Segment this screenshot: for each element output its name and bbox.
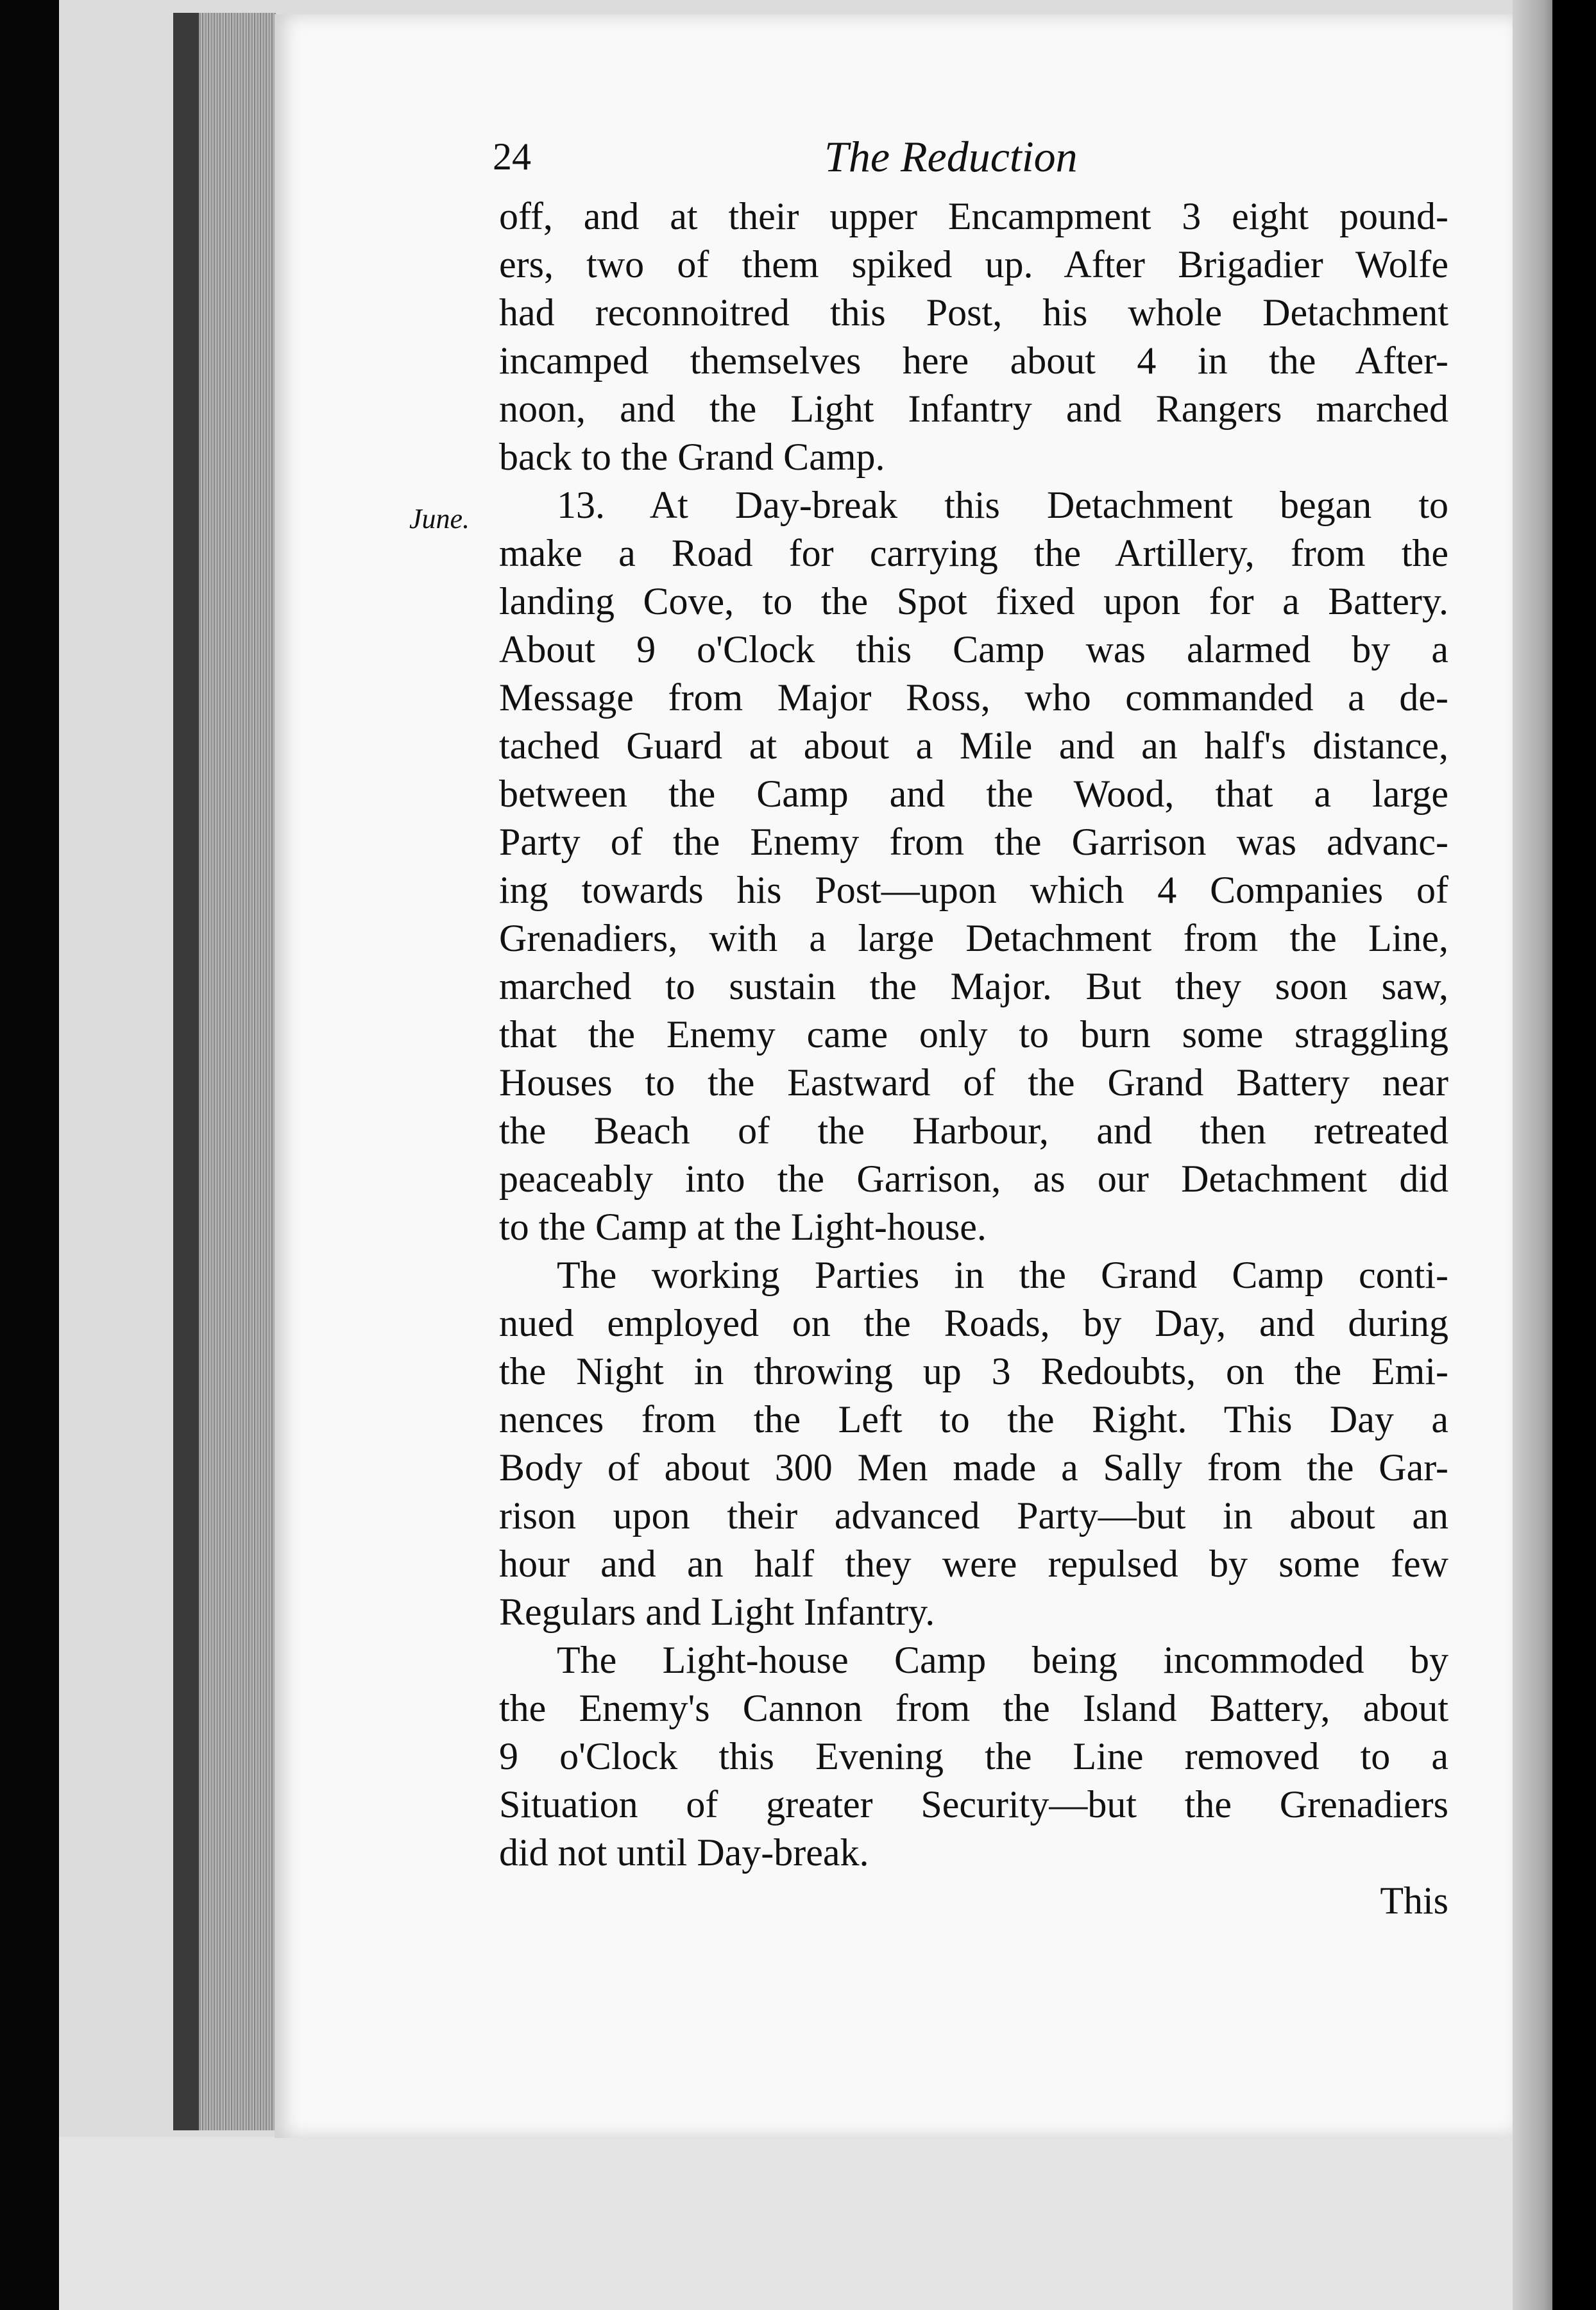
body-text [499, 193, 1448, 1925]
text-line: Houses to the Eastward of the Grand Battery near [499, 1061, 1448, 1104]
text-line: rison upon their advanced Party—but in about an [499, 1494, 1448, 1537]
text-line: hour and an half they were repulsed by some few [499, 1543, 1448, 1585]
text-line: 13. At Day-break this Detachment began to [557, 484, 1448, 526]
text-line: landing Cove, to the Spot fixed upon for a Battery. [499, 580, 1448, 622]
margin-note: June. [409, 503, 470, 535]
text-line: About 9 o'Clock this Camp was alarmed by a [499, 628, 1448, 671]
text-line: off, and at their upper Encampment 3 eight pound- [499, 195, 1448, 237]
text-line: Message from Major Ross, who commanded a de- [499, 676, 1448, 719]
text-line: nences from the Left to the Right. This Day a [499, 1398, 1448, 1441]
text-line: make a Road for carrying the Artillery, from the [499, 532, 1448, 574]
text-line: marched to sustain the Major. But they soon saw, [499, 965, 1448, 1007]
text-line: Body of about 300 Men made a Sally from the Gar- [499, 1446, 1448, 1489]
text-line: the Enemy's Cannon from the Island Battery, about [499, 1687, 1448, 1729]
text-line: noon, and the Light Infantry and Rangers marched [499, 388, 1448, 430]
text-line: ing towards his Post—upon which 4 Companies of [499, 869, 1448, 911]
text-line: to the Camp at the Light-house. [499, 1206, 987, 1248]
text-line: between the Camp and the Wood, that a large [499, 773, 1448, 815]
bottom-margin [59, 2137, 1564, 2310]
text-line: Grenadiers, with a large Detachment from the Line, [499, 917, 1448, 959]
text-line: did not until Day-break. [499, 1831, 869, 1874]
text-line: peaceably into the Garrison, as our Detachment did [499, 1158, 1448, 1200]
text-line: had reconnoitred this Post, his whole Detachment [499, 291, 1448, 334]
text-line: incamped themselves here about 4 in the After- [499, 339, 1448, 382]
text-line: the Beach of the Harbour, and then retreated [499, 1109, 1448, 1152]
text-line: that the Enemy came only to burn some straggling [499, 1013, 1448, 1056]
text-line: the Night in throwing up 3 Redoubts, on the Emi- [499, 1350, 1448, 1392]
catchword: This [1380, 1879, 1448, 1922]
text-line: Party of the Enemy from the Garrison was advanc- [499, 821, 1448, 863]
text-line: back to the Grand Camp. [499, 436, 885, 478]
page-number: 24 [493, 135, 531, 178]
text-line: Regulars and Light Infantry. [499, 1591, 935, 1633]
running-title: The Reduction [824, 132, 1078, 181]
gutter-shadow [173, 13, 199, 2130]
text-line: Situation of greater Security—but the Grenadiers [499, 1783, 1448, 1826]
text-line: The Light-house Camp being incommoded by [557, 1639, 1448, 1681]
right-border [1552, 0, 1596, 2310]
text-line: ers, two of them spiked up. After Brigadier Wolfe [499, 243, 1448, 286]
text-line: nued employed on the Roads, by Day, and during [499, 1302, 1448, 1344]
text-line: The working Parties in the Grand Camp conti- [557, 1254, 1448, 1296]
text-line: 9 o'Clock this Evening the Line removed to a [499, 1735, 1448, 1777]
text-line: tached Guard at about a Mile and an half's distance, [499, 724, 1448, 767]
